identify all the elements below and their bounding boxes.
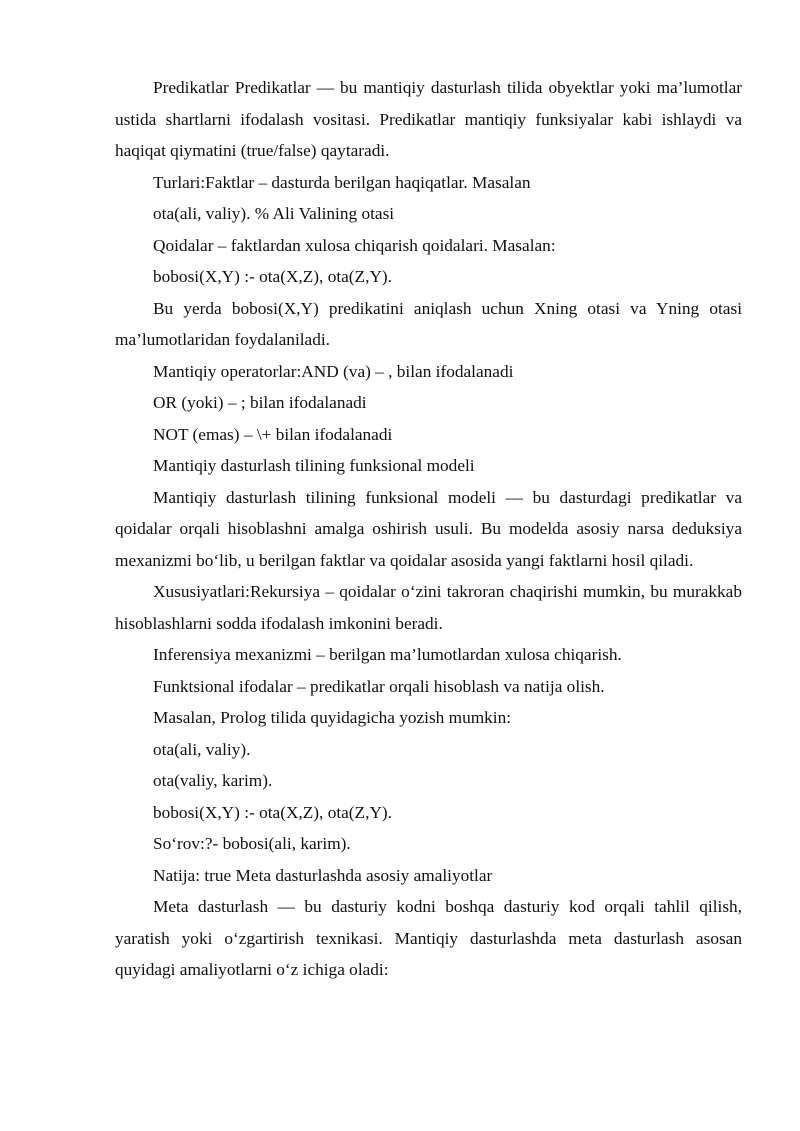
line-operator-and: Mantiqiy operatorlar:AND (va) – , bilan ifodalanadi: [153, 361, 514, 381]
line-operator-or: OR (yoki) – ; bilan ifodalanadi: [153, 393, 367, 412]
line-turlari-faktlar: Turlari:Faktlar – dasturda berilgan haqiqatlar. Masalan: [153, 172, 531, 192]
line-code-fact-2: ota(valiy, karim).: [153, 771, 273, 790]
line-funktsional-ifodalar: Funktsional ifodalar – predikatlar orqali hisoblash va natija olish.: [153, 676, 605, 696]
paragraph-predikatlar: Predikatlar Predikatlar — bu mantiqiy dasturlash tilida obyektlar yoki ma’lumotlar ustida shartlarni ifodalash vositasi. Predikatlar mantiqiy funksiyalar kabi ishlaydi va haqiqat qiymatini (true/false) qaytaradi.: [115, 78, 742, 160]
document-body: [115, 72, 742, 986]
paragraph-meta-dasturlash: Meta dasturlash — bu dasturiy kodni boshqa dasturiy kod orqali tahlil qilish, yaratish yoki o‘zgartirish texnikasi. Mantiqiy dasturlashda meta dasturlash asosan quyidagi amaliyotlarni o‘z ichiga oladi:: [115, 897, 742, 979]
line-code-fact-1: ota(ali, valiy).: [153, 739, 251, 759]
line-section-heading: Mantiqiy dasturlash tilining funksional modeli: [153, 456, 475, 475]
line-operator-not: NOT (emas) – \+ bilan ifodalanadi: [153, 424, 393, 444]
line-fact-example: ota(ali, valiy). % Ali Valining otasi: [153, 204, 395, 223]
line-code-rule: bobosi(X,Y) :- ota(X,Z), ota(Z,Y).: [153, 802, 392, 822]
paragraph-bu-yerda: Bu yerda bobosi(X,Y) predikatini aniqlash uchun Xning otasi va Yning otasi ma’lumotlaridan foydalaniladi.: [115, 298, 742, 349]
paragraph-funksional-model: Mantiqiy dasturlash tilining funksional modeli — bu dasturdagi predikatlar va qoidalar orqali hisoblashni amalga oshirish usuli. Bu modelda asosiy narsa deduksiya mexanizmi bo‘lib, u berilgan faktlar va qoidalar asosida yangi faktlarni hosil qiladi.: [115, 487, 742, 570]
line-qoidalar: Qoidalar – faktlardan xulosa chiqarish qoidalari. Masalan:: [153, 235, 556, 255]
line-query: So‘rov:?- bobosi(ali, karim).: [153, 834, 351, 853]
line-inferensiya: Inferensiya mexanizmi – berilgan ma’lumotlardan xulosa chiqarish.: [153, 645, 622, 664]
line-result: Natija: true Meta dasturlashda asosiy amaliyotlar: [153, 865, 493, 885]
line-rule-example: bobosi(X,Y) :- ota(X,Z), ota(Z,Y).: [153, 267, 392, 286]
paragraph-xususiyatlari: Xususiyatlari:Rekursiya – qoidalar o‘zini takroran chaqirishi mumkin, bu murakkab hisoblashlarni sodda ifodalash imkonini beradi.: [115, 582, 742, 633]
line-masalan-prolog: Masalan, Prolog tilida quyidagicha yozish mumkin:: [153, 708, 512, 727]
